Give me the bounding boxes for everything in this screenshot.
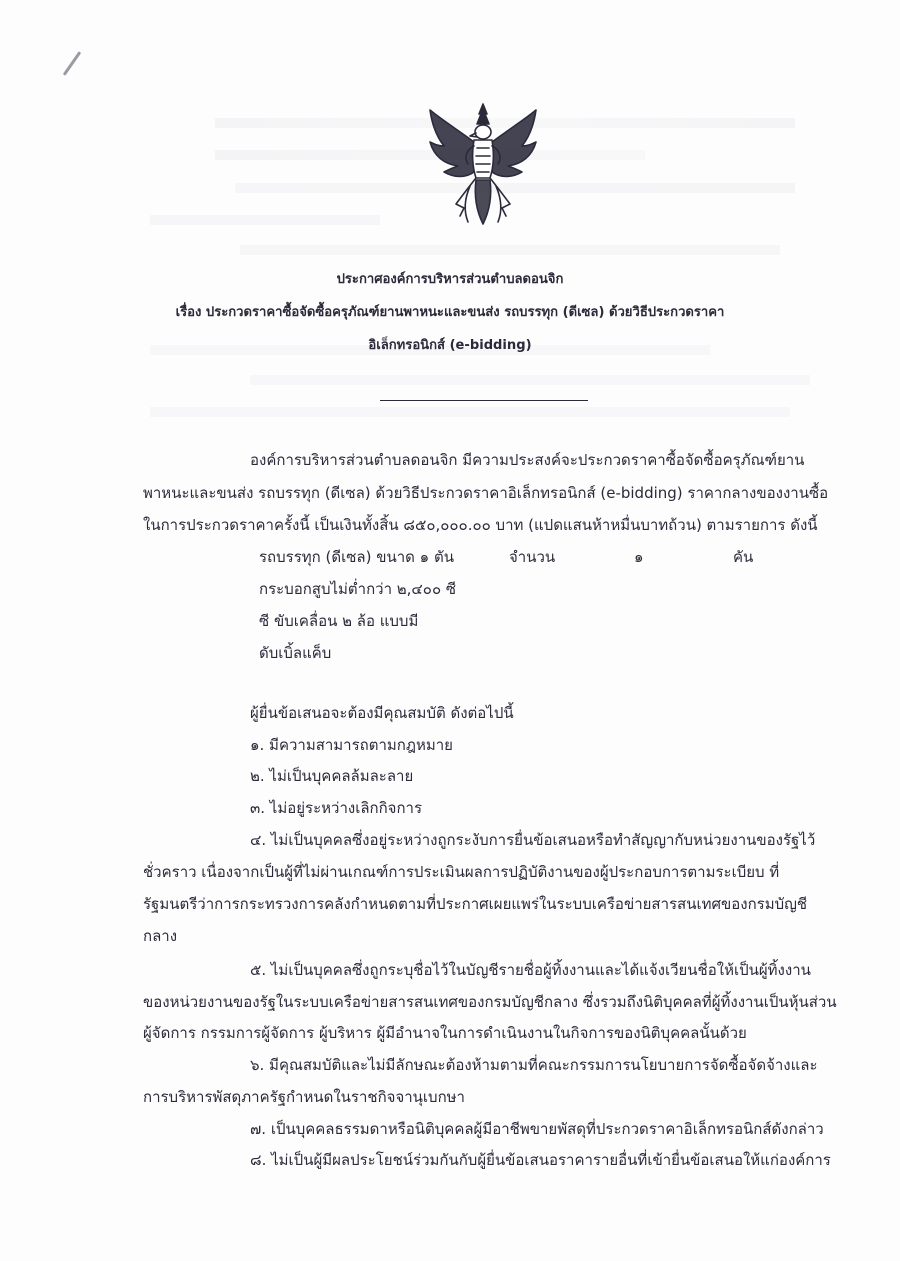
announcement-subject-cont: อิเล็กทรอนิกส์ (e-bidding)	[368, 338, 532, 353]
announcement-title: ประกาศองค์การบริหารส่วนตำบลดอนจิก	[336, 272, 564, 287]
qualification-line: ผู้จัดการ กรรมการผู้จัดการ ผู้บริหาร ผู้มีอำนาจในการดำเนินงานในกิจการของนิติบุคคลนั้นด้วย	[143, 1024, 747, 1042]
qualification-line: ของหน่วยงานของรัฐในระบบเครือข่ายสารสนเทศของกรมบัญชีกลาง ซึ่งรวมถึงนิติบุคคลที่ผู้ทิ้งงานเป็นหุ้นส่วน	[143, 993, 837, 1011]
intro-line: ในการประกวดราคาครั้งนี้ เป็นเงินทั้งสิ้น ๘๕๐,๐๐๐.๐๐ บาท (แปดแสนห้าหมื่นบาทถ้วน) ตามรายการ ดังนี้	[143, 516, 818, 534]
qualifications-heading: ผู้ยื่นข้อเสนอจะต้องมีคุณสมบัติ ดังต่อไปนี้	[250, 704, 514, 722]
qualification-line: ๑. มีความสามารถตามกฎหมาย	[250, 736, 453, 754]
intro-line: พาหนะและขนส่ง รถบรรทุก (ดีเซล) ด้วยวิธีประกวดราคาอิเล็กทรอนิกส์ (e-bidding) ราคากลางของงานซื้อ	[143, 484, 829, 502]
qualification-line: รัฐมนตรีว่าการกระทรวงการคลังกำหนดตามที่ประกาศเผยแพร่ในระบบเครือข่ายสารสนเทศของกรมบัญชี	[143, 895, 808, 913]
item-quantity: ๑	[634, 548, 644, 566]
item-description-line: ซี ขับเคลื่อน ๒ ล้อ แบบมี	[259, 612, 419, 630]
item-description-line: รถบรรทุก (ดีเซล) ขนาด ๑ ตัน	[259, 548, 454, 566]
qualification-line: ชั่วคราว เนื่องจากเป็นผู้ที่ไม่ผ่านเกณฑ์การประเมินผลการปฏิบัติงานของผู้ประกอบการตามระเบียบ ที่	[143, 863, 780, 881]
qualification-line: ๖. มีคุณสมบัติและไม่มีลักษณะต้องห้ามตามที่คณะกรรมการนโยบายการจัดซื้อจัดจ้างและ	[250, 1056, 818, 1074]
qualification-line: กลาง	[143, 927, 178, 945]
qualification-line: ๕. ไม่เป็นบุคคลซึ่งถูกระบุชื่อไว้ในบัญชีรายชื่อผู้ทิ้งงานและได้แจ้งเวียนชื่อให้เป็นผู้ทิ้งงาน	[250, 961, 811, 979]
show-through-text	[240, 245, 780, 255]
item-description-line: ดับเบิ้ลแค็บ	[259, 644, 332, 662]
qualification-line: การบริหารพัสดุภาครัฐกำหนดในราชกิจจานุเบกษา	[143, 1088, 465, 1106]
item-description-line: กระบอกสูบไม่ต่ำกว่า ๒,๔๐๐ ซี	[259, 580, 457, 598]
garuda-emblem	[424, 100, 542, 228]
announcement-subject: เรื่อง ประกวดราคาซื้อจัดซื้อครุภัณฑ์ยานพาหนะและขนส่ง รถบรรทุก (ดีเซล) ด้วยวิธีประกวดราคา	[175, 305, 725, 320]
qualification-line: ๘. ไม่เป็นผู้มีผลประโยชน์ร่วมกันกับผู้ยื่นข้อเสนอราคารายอื่นที่เข้ายื่นข้อเสนอให้แก่องค์การ	[250, 1151, 831, 1169]
intro-line: องค์การบริหารส่วนตำบลดอนจิก มีความประสงค์จะประกวดราคาซื้อจัดซื้อครุภัณฑ์ยาน	[250, 451, 805, 469]
qualification-line: ๗. เป็นบุคคลธรรมดาหรือนิติบุคคลผู้มีอาชีพขายพัสดุที่ประกวดราคาอิเล็กทรอนิกส์ดังกล่าว	[250, 1120, 824, 1138]
qualification-line: ๓. ไม่อยู่ระหว่างเลิกกิจการ	[250, 799, 423, 817]
item-quantity-label: จำนวน	[509, 548, 556, 566]
show-through-text	[250, 375, 810, 385]
show-through-text	[150, 407, 790, 417]
staple-mark	[63, 51, 82, 76]
qualification-line: ๒. ไม่เป็นบุคคลล้มละลาย	[250, 767, 414, 785]
item-unit: คัน	[733, 548, 754, 566]
qualification-line: ๔. ไม่เป็นบุคคลซึ่งอยู่ระหว่างถูกระงับการยื่นข้อเสนอหรือทำสัญญากับหน่วยงานของรัฐไว้	[250, 831, 816, 849]
show-through-text	[150, 215, 380, 225]
title-underline	[380, 400, 588, 401]
